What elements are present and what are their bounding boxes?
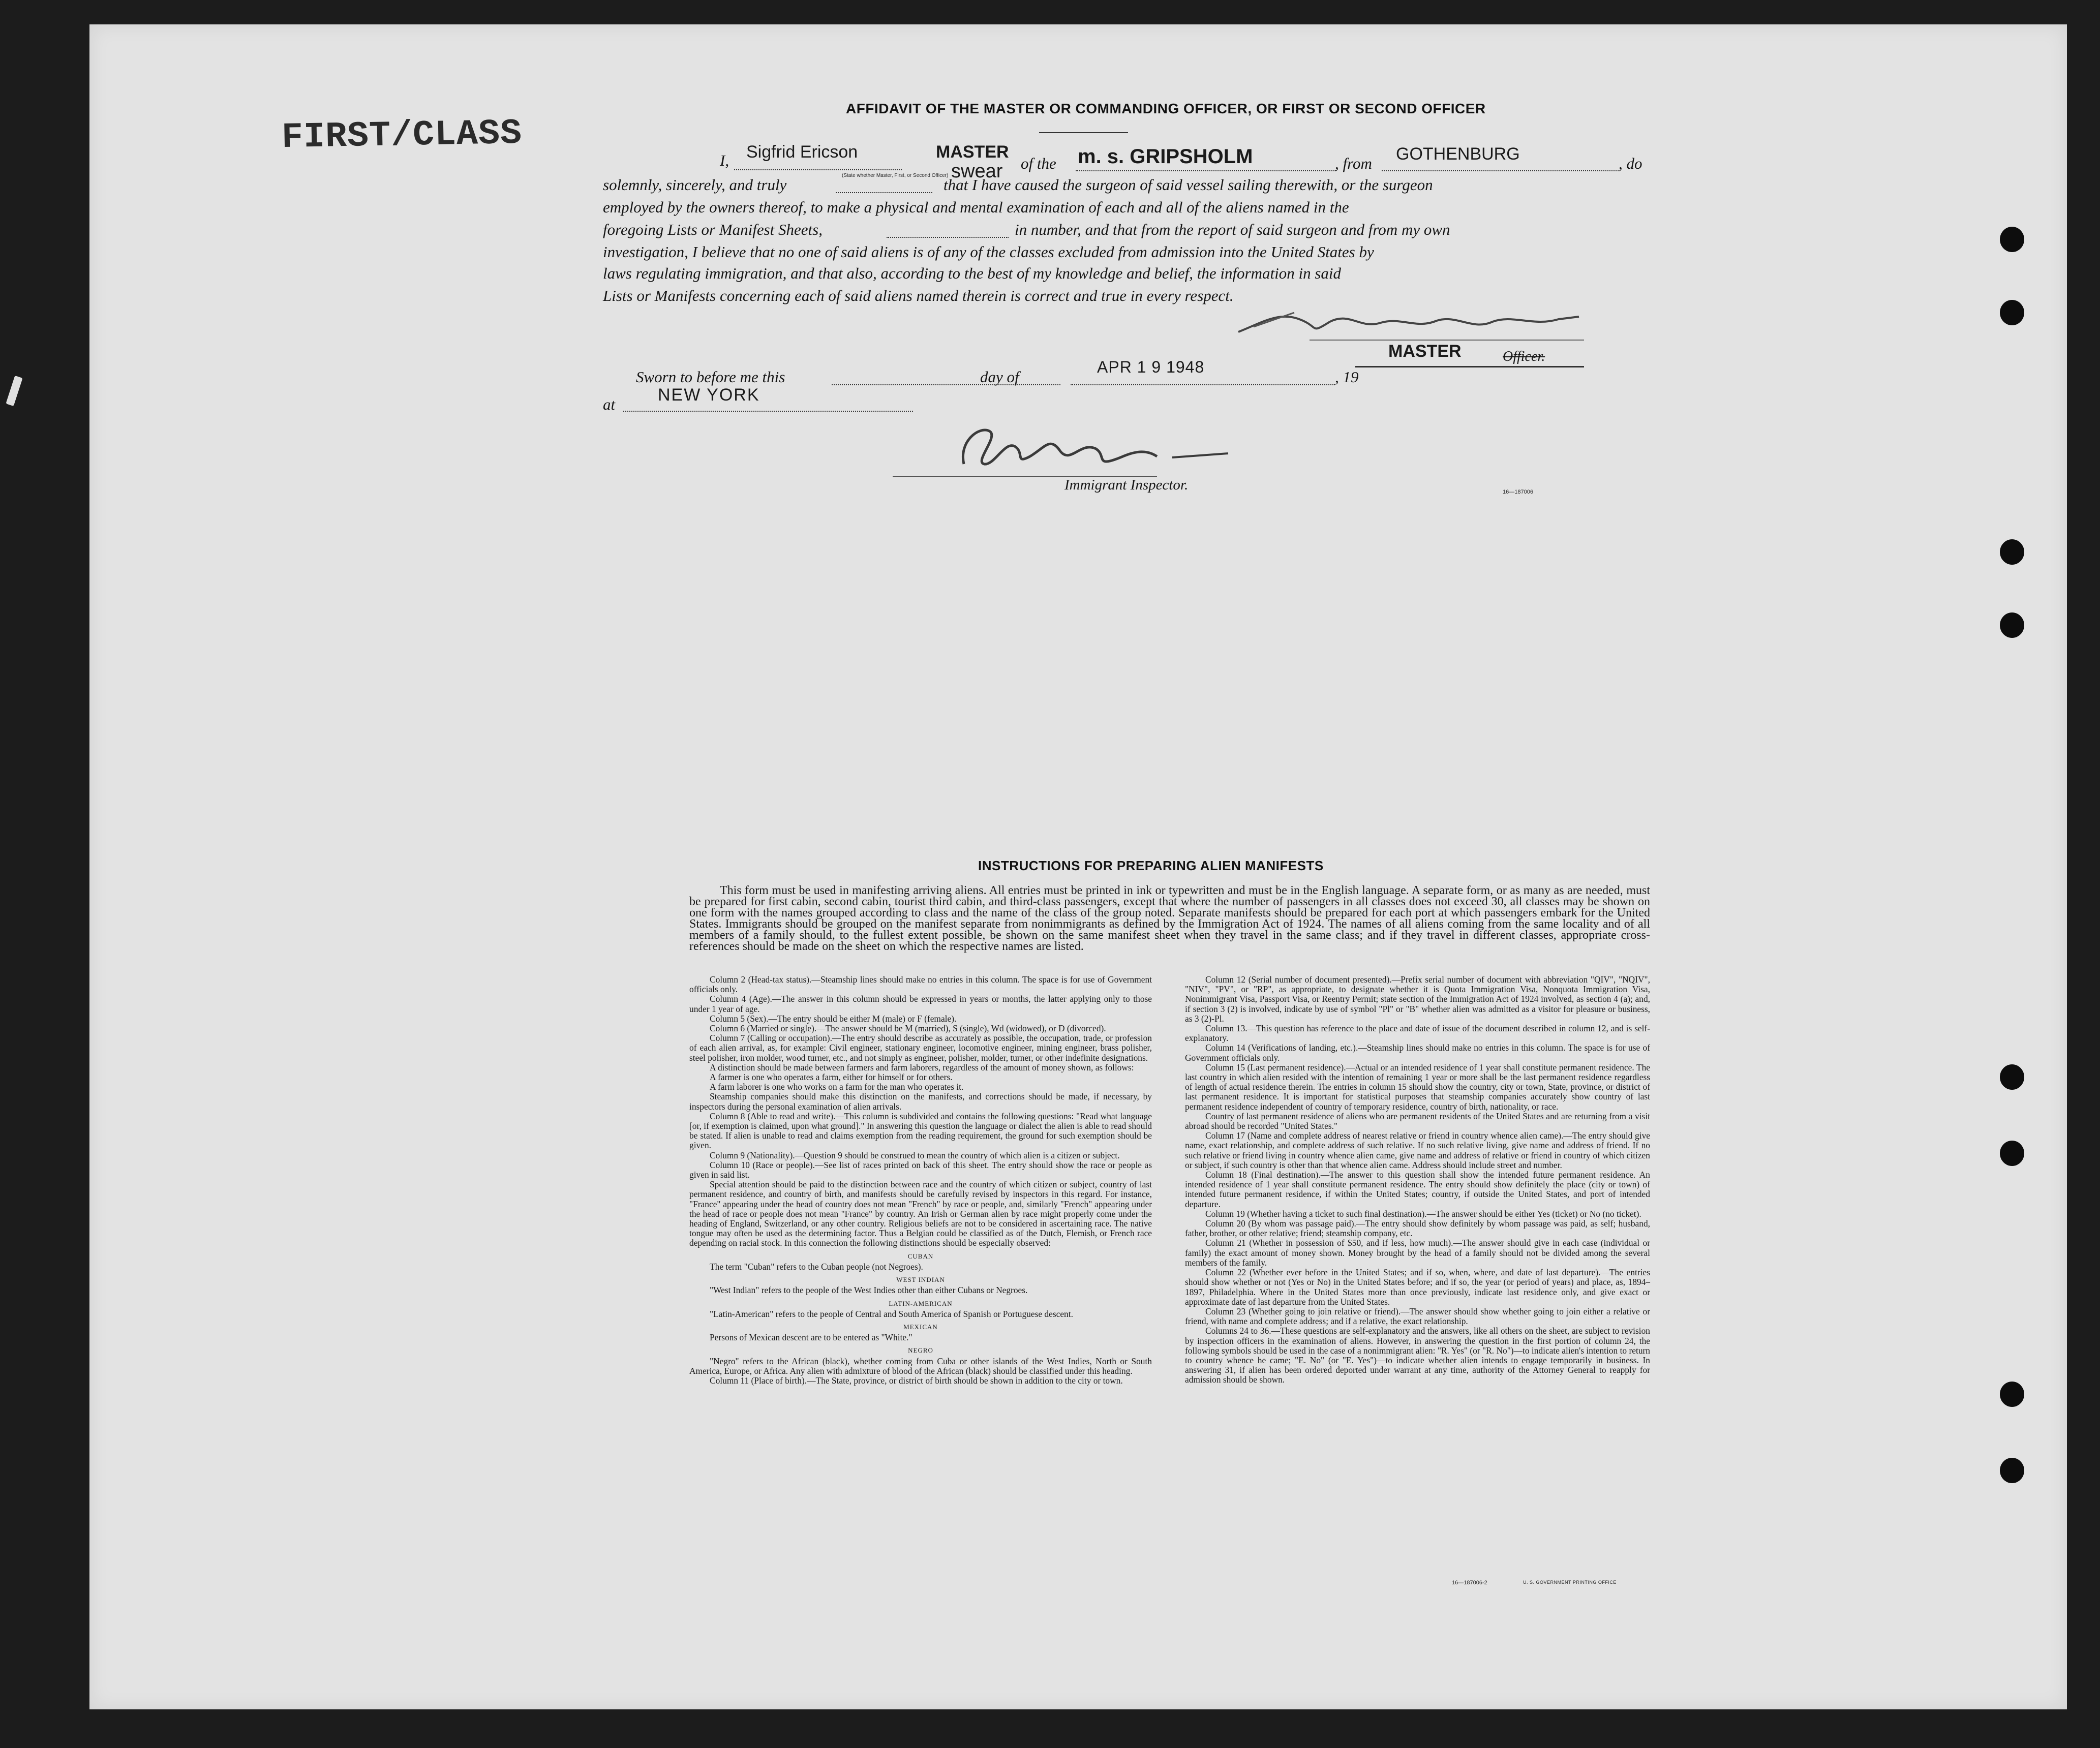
right-instruction-paragraph: Column 15 (Last permanent residence).—Actual or an intended residence of 1 year shall constitute permanent residence. The last country in which alien resided with the intention of remaining 1 year or more shall be the last permanent residence regardless of length of actual residence therein. The entries in column 15 should show the country, city or town, State, province, or district of last permanent residence. It is important for statistical purposes that steamship companies accurately show country of last permanent residence independent of country of temporary residence, country of birth, nationality, or race. (1185, 1062, 1650, 1112)
definition-text: "Latin-American" refers to the people of Central and South America of Spanish or Portuguese descent. (710, 1308, 1073, 1319)
definition-heading: LATIN-AMERICAN (889, 1299, 953, 1307)
affidavit-line-3: employed by the owners thereof, to make a physical and mental examination of each and all of the aliens named in the (603, 198, 1349, 216)
first-class-stamp: FIRST/CLASS (281, 113, 523, 159)
punch-hole-5 (2000, 1064, 2024, 1090)
right-instruction-paragraph: Column 12 (Serial number of document presented).—Prefix serial number of document with abbreviation "QIV", "NQIV", "NIV", "PV", or "RP", as appropriate, to designate whether it is Quota Immigration Visa, Nonquota Immigration Visa, Nonimmigrant Visa, Passport Visa, or Reentry Permit; state section of the Immigration Act of 1924 involved, as section 4 (a); and, if section 3 (2) is involved, indicate by use of symbol "Pl" or "B" whether alien was admitted as a visitor for pleasure or business, as 3 (2)-Pl. (1185, 974, 1650, 1024)
sworn-label: Sworn to before me this (636, 368, 785, 386)
vessel-blank (1076, 170, 1336, 171)
definition-heading: CUBAN (907, 1252, 934, 1260)
instructions-footer-code: 16—187006-2 (1452, 1580, 1487, 1586)
instructions-title: INSTRUCTIONS FOR PREPARING ALIEN MANIFESTS (978, 858, 1324, 873)
officer-line (1355, 366, 1584, 367)
title-rule (1039, 132, 1128, 133)
date-blank (1071, 384, 1335, 385)
affidavit-line-4b: in number, and that from the report of said surgeon and from my own (1015, 221, 1450, 238)
punch-hole-7 (2000, 1382, 2024, 1407)
affidavit-line-5: investigation, I believe that no one of said aliens is of any of the classes excluded from admission into the United States by (603, 243, 1374, 261)
right-instruction-paragraph: Country of last permanent residence of aliens who are permanent residents of the United States and are returning from a visit abroad should be recorded "United States." (1185, 1111, 1650, 1131)
left-instruction-paragraph: Column 9 (Nationality).—Question 9 should be construed to mean the country of which alien is a citizen or subject. (710, 1150, 1120, 1160)
definition-text: Persons of Mexican descent are to be entered as "White." (710, 1332, 912, 1343)
officer-label: Officer. (1503, 349, 1545, 364)
left-instruction-paragraph: A farm laborer is one who works on a farm for the man who operates it. (710, 1082, 964, 1092)
left-instruction-paragraph: A farmer is one who operates a farm, either for himself or for others. (710, 1072, 953, 1083)
affidavit-title: AFFIDAVIT OF THE MASTER OR COMMANDING OFFICER, OR FIRST OR SECOND OFFICER (846, 101, 1486, 116)
instructions-left-column (689, 975, 1152, 1386)
from-label: , from (1335, 155, 1372, 172)
place: NEW YORK (658, 385, 760, 405)
of-the-label: of the (1021, 155, 1056, 172)
sworn-day-blank (832, 384, 1060, 385)
do-label: , do (1619, 155, 1642, 172)
manifest-sheet (89, 24, 2067, 1709)
right-instruction-paragraph: Column 21 (Whether in possession of $50, and if less, how much).—The answer should give in each case (individual or family) the exact amount of money shown. Money brought by the head of a family should not be divided among the several members of the family. (1185, 1238, 1650, 1268)
port-blank (1382, 170, 1619, 171)
right-instruction-paragraph: Column 19 (Whether having a ticket to such final destination).—The answer should be either Yes (ticket) or No (no ticket). (1205, 1208, 1641, 1219)
definition-text: "West Indian" refers to the people of the West Indies other than either Cubans or Negroes. (710, 1285, 1028, 1296)
rank-hint: (State whether Master, First, or Second Officer) (842, 173, 949, 178)
punch-hole-6 (2000, 1141, 2024, 1166)
left-instruction-paragraph: Column 8 (Able to read and write).—This column is subdivided and contains the following questions: "Read what language [or, if exemption is claimed, upon what ground]." In answering this question the language or dialect the alien is able to read should be stated. If alien is unable to read and claims exemption from the reading requirement, the ground for such exemption should be given. (689, 1111, 1152, 1151)
left-instruction-paragraph: Column 5 (Sex).—The entry should be either M (male) or F (female). (710, 1013, 957, 1024)
left-instruction-paragraph: Column 11 (Place of birth).—The State, province, or district of birth should be shown in addition to the city or town. (710, 1375, 1123, 1386)
definition-text: "Negro" refers to the African (black), whether coming from Cuba or other islands of the West Indies, North or South America, Europe, or Africa. Any alien with admixture of blood of the African (black) should be classified under this heading. (689, 1356, 1152, 1376)
officer-name-blank (734, 169, 902, 170)
officer-name: Sigfrid Ericson (746, 142, 858, 162)
punch-hole-2 (2000, 300, 2024, 325)
instructions-intro: This form must be used in manifesting arriving aliens. All entries must be printed in ink or typewritten and must be in the English language. A separate form, or as many as are needed, must be prepared for first cabin, second cabin, tourist third cabin, and third-class passengers, except that where the number of passengers in all classes does not exceed 30, all classes may be shown on one form with the names grouped according to class and the name of the class of the group noted. Separate manifests should be prepared for each port at which passengers embark for the United States. Immigrants should be grouped on the manifest separate from nonimmigrants as defined by the Immigration Act of 1924. The names of all aliens coming from the same locality and of all members of a family should, to the fullest extent possible, be shown on the same manifest sheet when they travel in the same class; and if they travel in different classes, appropriate cross-references should be made on the sheet on which the respective names are listed. (689, 884, 1650, 953)
affidavit-line-2b: that I have caused the surgeon of said vessel sailing therewith, or the surgeon (944, 176, 1433, 194)
left-instruction-paragraph: Column 7 (Calling or occupation).—The entry should describe as accurately as possible, the occupation, trade, or profession of each alien arrival, as, for example: Civil engineer, stationary engineer, locomotive engineer, mining engineer, brass polisher, steel polisher, iron molder, wood turner, etc., and not simply as engineer, polisher, molder, turner, or other indefinite designations. (689, 1033, 1152, 1063)
number-blank (887, 237, 1009, 238)
vessel-name: m. s. GRIPSHOLM (1078, 145, 1253, 168)
definition-heading: NEGRO (908, 1346, 933, 1355)
punch-hole-4 (2000, 612, 2024, 638)
left-instruction-paragraph: Column 6 (Married or single).—The answer should be M (married), S (single), Wd (widowed), or D (divorced). (710, 1023, 1106, 1034)
affidavit-line-2a: solemnly, sincerely, and truly (603, 176, 787, 194)
date-stamp: APR 1 9 1948 (1097, 358, 1205, 376)
day-of-label: day of (980, 368, 1019, 386)
right-instruction-paragraph: Column 13.—This question has reference to the place and date of issue of the document described in column 12, and is self-explanatory. (1185, 1023, 1650, 1044)
oath-blank (836, 192, 932, 193)
year-label: , 19 (1335, 368, 1359, 386)
at-label: at (603, 395, 616, 413)
right-instruction-paragraph: Column 20 (By whom was passage paid).—The entry should show definitely by whom passage was paid, as self; husband, father, brother, or other relative; friend; steamship company, etc. (1185, 1218, 1650, 1239)
left-instruction-paragraph: A distinction should be made between farmers and farm laborers, regardless of the amount of money shown, as follows: (710, 1062, 1134, 1072)
instructions-footer-printer: U. S. GOVERNMENT PRINTING OFFICE (1523, 1580, 1617, 1585)
margin-mark (6, 376, 22, 406)
definition-heading: WEST INDIAN (896, 1276, 945, 1284)
master-signature-line (1310, 340, 1584, 341)
left-instruction-paragraph: Column 10 (Race or people).—See list of races printed on back of this sheet. The entry should show the race or people as given in said list. (689, 1159, 1152, 1180)
left-instruction-paragraph: Column 2 (Head-tax status).—Steamship lines should make no entries in this column. The space is for use of Government officials only. (689, 974, 1152, 995)
left-column-body (689, 975, 1152, 1386)
affidavit-i: I, (720, 151, 729, 169)
right-column-body (1185, 975, 1650, 1385)
affidavit-form-code: 16—187006 (1503, 489, 1533, 495)
right-instruction-paragraph: Column 17 (Name and complete address of nearest relative or friend in country whence alien came).—The entry should give name, exact relationship, and complete address of such relative. If no such relative living, give name and address of friend. If no such relative or friend living in country whence alien came, give name and address of relative or friend in country of which citizen or subject, if such country is other than that whence alien came. Address should include street and number. (1185, 1130, 1650, 1170)
definition-text: The term "Cuban" refers to the Cuban people (not Negroes). (710, 1261, 923, 1272)
affidavit-line-4a: foregoing Lists or Manifest Sheets, (603, 221, 823, 238)
punch-hole-3 (2000, 539, 2024, 565)
instructions-right-column (1185, 975, 1650, 1385)
right-instruction-paragraph: Column 18 (Final destination).—The answer to this question shall show the intended future permanent residence. An intended residence of 1 year shall constitute permanent residence. The entry should show definitely the place (city or town) of intended future permanent residence, if within the United States; country, if outside the United States, and port of intended departure. (1185, 1170, 1650, 1209)
affidavit-line-7: Lists or Manifests concerning each of said aliens named therein is correct and true in every respect. (603, 287, 1234, 304)
definition-heading: MEXICAN (903, 1323, 938, 1331)
left-instruction-paragraph: Special attention should be paid to the distinction between race and the country of which citizen or subject, country of last permanent residence, and country of birth, and manifests should be carefully revised by inspectors in this regard. For instance, "France" appearing under the head of country does not mean "French" by race or people, and, similarly "French" appearing under the head of race or people does not mean "France" by country. An Irish or German alien by race might properly come under the heading of England, Switzerland, or any other country. Religious beliefs are not to be considered in ascertaining race. The native tongue may often be used as the determining factor. Thus a Belgian could be classified as of the Dutch, Flemish, or French race depending on racial stock. In this connection the following distinctions should be especially observed: (689, 1179, 1152, 1248)
right-instruction-paragraph: Column 23 (Whether going to join relative or friend).—The answer should show whether going to join either a relative or friend, with name and complete address; and if a relative, the exact relationship. (1185, 1306, 1650, 1327)
inspector-signature (944, 416, 1269, 477)
signature-rank: MASTER (1388, 342, 1462, 361)
port-from: GOTHENBURG (1396, 144, 1520, 164)
rank-typed: MASTER (936, 142, 1009, 162)
affidavit-line-6: laws regulating immigration, and that also, according to the best of my knowledge and belief, the information in said (603, 264, 1342, 282)
inspector-label: Immigrant Inspector. (1064, 477, 1189, 493)
punch-hole-8 (2000, 1458, 2024, 1483)
left-instruction-paragraph: Steamship companies should make this distinction on the manifests, and corrections should be made, if necessary, by inspectors during the personal examination of alien arrivals. (689, 1091, 1152, 1112)
right-instruction-paragraph: Columns 24 to 36.—These questions are self-explanatory and the answers, like all others on the sheet, are subject to revision by inspection officers in the examination of aliens. However, in answering the question in the first portion of column 24, the following symbols should be used in the case of a nonimmigrant alien: "R. Yes" (or "R. No")—to indicate alien's intention to return to country whence he came; "E. No" (or "E. Yes")—to indicate whether alien intends to engage temporarily in business. In answering 31, if alien has been ordered deported under warrant at any time, authority of the Attorney General to reapply for admission should be shown. (1185, 1326, 1650, 1385)
oath-word: swear (951, 161, 1003, 182)
place-blank (623, 411, 913, 412)
left-instruction-paragraph: Column 4 (Age).—The answer in this column should be expressed in years or months, the latter applying only to those under 1 year of age. (689, 994, 1152, 1014)
right-instruction-paragraph: Column 22 (Whether ever before in the United States; and if so, when, where, and date of last departure).—The entries should show whether or not (Yes or No) in the United States before; and if so, the year (or period of years) and place, as, 1894–1897, Philadelphia. Where in the United States more than once previously, indicate last residence only, and give exact or approximate date of last departure from the United States. (1185, 1267, 1650, 1307)
punch-hole-1 (2000, 227, 2024, 252)
right-instruction-paragraph: Column 14 (Verifications of landing, etc.).—Steamship lines should make no entries in this column. The space is for use of Government officials only. (1185, 1042, 1650, 1063)
